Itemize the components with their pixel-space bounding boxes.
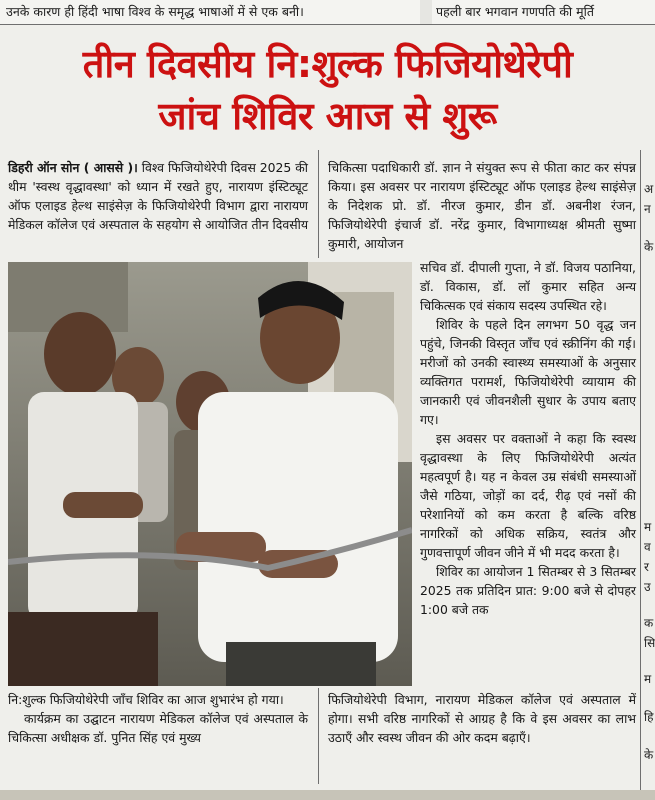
article-column-4	[328, 690, 636, 747]
next-article-fragment: सि	[644, 636, 655, 650]
next-article-fragment: क	[644, 616, 654, 630]
column-rule	[318, 688, 319, 784]
dateline: डिहरी ऑन सोन ( आससे )।	[8, 160, 138, 175]
article-paragraph: कार्यक्रम का उद्घाटन नारायण मेडिकल कॉलेज एवं अस्पताल के चिकित्सा अधीक्षक डॉ. पुनित सिंह एवं मुख्य	[8, 711, 308, 745]
previous-article-strip-left: उनके कारण ही हिंदी भाषा विश्व के समृद्ध भाषाओं में से एक बनी।	[0, 0, 426, 24]
next-article-fragment: उ	[644, 580, 651, 594]
next-article-fragment: हि	[644, 710, 654, 724]
article-column-2-side	[420, 258, 636, 619]
article-paragraph: चिकित्सा पदाधिकारी डॉ. ज्ञान ने संयुक्त रूप से फीता काट कर संपन्न किया। इस अवसर पर नारायण इंस्टिट्यूट ऑफ एलाइड हेल्थ साइंसेज़ के निदेशक प्रो. डॉ. नीरज कुमार, डीन डॉ. अबनीश रंजन, फिजियोथेरेपी इंचार्ज डॉ. नरेंद्र कुमार, विभागाध्यक्ष श्रीमती सुष्मा कुमारी, आयोजन	[328, 160, 636, 251]
next-article-fragment: अ	[644, 182, 654, 196]
column-rule	[318, 150, 319, 258]
article-paragraph: इस अवसर पर वक्ताओं ने कहा कि स्वस्थ वृद्धावस्था के लिए फिजियोथेरेपी अत्यंत महत्वपूर्ण है। यह न केवल उम्र संबंधी समस्याओं जैसे गठिया, जोड़ों का दर्द, रीढ़ एवं नसों की परेशानियों को कम करता है बल्कि वरिष्ठ नागरिकों को अधिक सक्रिय, स्वतंत्र और गुणवत्तापूर्ण जीवन जीने में भी मदद करता है।	[420, 431, 636, 560]
next-article-fragment: के	[644, 748, 654, 762]
headline-line-2: जांच शिविर आज से शुरू	[158, 94, 497, 138]
article-column-3	[8, 690, 308, 747]
article-paragraph: शिविर का आयोजन 1 सितम्बर से 3 सितम्बर 2025 तक प्रतिदिन प्रात: 9:00 बजे से दोपहर 1:00 बजे तक	[420, 564, 637, 617]
headline-line-1: तीन दिवसीय नि:शुल्क फिजियोथेरेपी	[82, 42, 573, 86]
next-article-fragment: म	[644, 520, 652, 534]
column-gutter	[420, 0, 432, 24]
ribbon-cutting-photo	[8, 262, 412, 686]
article-paragraph: नि:शुल्क फिजियोथेरेपी जाँच शिविर का आज शुभारंभ हो गया।	[8, 692, 284, 707]
article-paragraph: फिजियोथेरेपी विभाग, नारायण मेडिकल कॉलेज एवं अस्पताल में होगा। सभी वरिष्ठ नागरिकों से आग्रह है कि वे इस अवसर का लाभ उठाएँ और स्वस्थ जीवन की ओर कदम बढ़ाएँ।	[328, 692, 636, 745]
headline	[0, 38, 655, 142]
article-column-2-top	[328, 158, 636, 253]
previous-article-strip-right: पहली बार भगवान गणपति की मूर्ति	[432, 0, 655, 24]
article-paragraph: सचिव डॉ. दीपाली गुप्ता, ने डॉ. विजय पठानिया, डॉ. विकास, डॉ. लॉ कुमार सहित अन्य चिकित्सक एवं संकाय सदस्य उपस्थित रहे।	[420, 260, 636, 313]
article-column-1	[8, 158, 308, 234]
next-article-fragment: र	[644, 560, 649, 574]
page-edge-rule	[640, 150, 641, 790]
top-divider	[0, 24, 655, 25]
article-intro-text: विश्व फिजियोथेरेपी दिवस 2025 की थीम 'स्वस्थ वृद्धावस्था' को ध्यान में रखते हुए, नारायण इंस्टिट्यूट ऑफ एलाइड हेल्थ साइंसेज़ के फिजियोथेरेपी विभाग द्वारा नारायण मेडिकल कॉलेज एवं अस्पताल के सहयोग से आयोजित तीन दिवसीय	[8, 160, 309, 232]
next-article-fragment: न	[644, 202, 651, 216]
page-bottom-edge	[0, 790, 655, 800]
article-paragraph: शिविर के पहले दिन लगभग 50 वृद्ध जन पहुंचे, जिनकी विस्तृत जाँच एवं स्क्रीनिंग की गई। मरीजों को उनकी स्वास्थ्य समस्याओं के अनुसार व्यक्तिगत परामर्श, फिजियोथेरेपी व्यायाम की जानकारी एवं जीवनशैली सुधार के उपाय बताए गए।	[420, 317, 636, 427]
next-article-fragment: के	[644, 240, 654, 254]
next-article-fragment: म	[644, 672, 652, 686]
next-article-fragment: व	[644, 540, 651, 554]
